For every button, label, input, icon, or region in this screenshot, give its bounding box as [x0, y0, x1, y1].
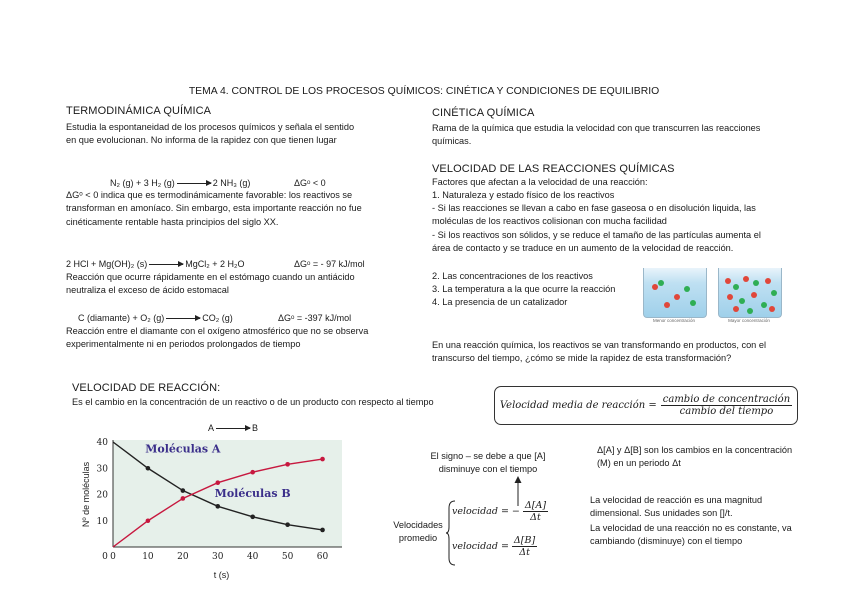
eq3-dg: ΔGᵒ = -397 kJ/mol: [278, 313, 352, 323]
velocity-b-formula: [452, 535, 537, 558]
origin-tick-label: 0: [102, 552, 108, 562]
vel-a-den: Δt: [530, 512, 541, 523]
page-title: TEMA 4. CONTROL DE LOS PROCESOS QUÍMICOS: CINÉTICA Y CONDICIONES DE EQUILIBRIO: [188, 86, 660, 97]
kinetics-question: En una reacción química, los reactivos se van transformando en productos, con el transcurso del tiempo, ¿cómo se mide la rapidez de esta transformación?: [432, 340, 766, 364]
factor-1: 1. Naturaleza y estado físico de los reactivos: [432, 190, 615, 200]
factors-intro: Factores que afectan a la velocidad de una reacción:: [432, 177, 648, 187]
equation-antacid: [66, 258, 245, 270]
data-point: [320, 528, 325, 533]
series-label-a: Moléculas A: [145, 442, 221, 456]
eq1-dg: ΔGᵒ < 0: [294, 178, 326, 188]
formula-box: [494, 386, 798, 425]
avg-label: Velocidades promedio: [393, 520, 443, 544]
eq3-text: Reacción entre el diamante con el oxígeno atmosférico que no se observa experimentalmente ni en periodos prolongados de tiempo: [66, 326, 369, 350]
data-point: [250, 470, 255, 475]
factor-3: 3. La temperatura a la que ocurre la reacción: [432, 284, 616, 294]
not-constant-note: La velocidad de una reacción no es constante, va cambiando (disminuye) con el tiempo: [590, 523, 792, 547]
eq2-text: Reacción que ocurre rápidamente en el estómago cuando un antiácido neutraliza el exceso de ácido estomacal: [66, 272, 355, 296]
data-point: [215, 504, 220, 509]
molecules-chart: [70, 432, 375, 582]
reaction-arrow-icon: [149, 264, 183, 265]
eq2-dg: ΔGᵒ = - 97 kJ/mol: [294, 259, 365, 269]
data-point: [320, 457, 325, 462]
data-point: [146, 466, 151, 471]
speed-heading: VELOCIDAD DE LAS REACCIONES QUÍMICAS: [432, 163, 675, 175]
formula-den: cambio del tiempo: [679, 406, 774, 417]
reaction-a: A: [208, 423, 215, 433]
y-tick-label: 20: [96, 490, 108, 501]
beaker-high-concentration-icon: [718, 268, 782, 318]
factor-1b: - Si los reactivos son sólidos, y se reduce el tamaño de las partículas aumenta el área de contacto y se traduce en un aumento de la velocidad de reacción.: [432, 230, 761, 254]
rate-heading: VELOCIDAD DE REACCIÓN:: [72, 382, 221, 394]
beaker2-caption: Mayor concentración: [728, 318, 770, 323]
data-point: [285, 522, 290, 527]
eq3-right: CO₂ (g): [202, 313, 233, 323]
vel-a-num: Δ[A]: [524, 500, 547, 511]
eq1-text: ΔGᵒ < 0 indica que es termodinámicamente favorable: los reactivos se transforman en amoníaco. Sin embargo, esta importante reacción no fue cinéticamente rentable hasta principios del siglo XX.: [66, 190, 362, 227]
thermo-heading: TERMODINÁMICA QUÍMICA: [66, 105, 212, 117]
x-tick-label: 10: [142, 552, 154, 562]
rate-definition: Es el cambio en la concentración de un reactivo o de un producto con respecto al tiempo: [72, 397, 434, 407]
kinetics-intro: Rama de la química que estudia la velocidad con que transcurren las reacciones químicas.: [432, 123, 761, 147]
x-tick-label: 30: [212, 552, 224, 562]
eq3-left: C (diamante) + O₂ (g): [78, 313, 165, 323]
reaction-b: B: [252, 423, 259, 433]
vel-b-den: Δt: [519, 547, 530, 558]
x-tick-label: 40: [246, 552, 259, 562]
factor-4: 4. La presencia de un catalizador: [432, 297, 568, 307]
vel-b-num: Δ[B]: [513, 535, 536, 546]
x-axis-label: t (s): [213, 570, 230, 580]
data-point: [146, 518, 151, 523]
reaction-arrow-icon: [177, 183, 211, 184]
y-tick-label: 10: [96, 516, 108, 527]
formula-lhs: Velocidad media de reacción =: [499, 400, 657, 411]
data-point: [250, 515, 255, 520]
eq2-left: 2 HCl + Mg(OH)₂ (s): [66, 259, 148, 269]
vel-b-fraction: [512, 535, 537, 558]
formula-num: cambio de concentración: [662, 394, 791, 405]
data-point: [181, 488, 186, 493]
velocity-a-formula: [452, 500, 548, 523]
reaction-arrow-icon: [216, 428, 250, 429]
equation-ammonia: [110, 177, 250, 189]
data-point: [215, 480, 220, 485]
y-tick-label: 40: [96, 438, 108, 448]
kinetics-heading: CINÉTICA QUÍMICA: [432, 107, 535, 119]
sign-note: El signo – se debe a que [A] disminuye con el tiempo: [430, 451, 546, 475]
y-axis-label: Nº de moléculas: [81, 461, 91, 528]
factor-2: 2. Las concentraciones de los reactivos: [432, 271, 593, 281]
vel-b-lhs: velocidad =: [452, 541, 509, 552]
reaction-arrow-icon: [166, 318, 200, 319]
data-point: [181, 496, 186, 501]
x-tick-label: 20: [177, 552, 189, 562]
eq2-right: MgCl₂ + 2 H₂O: [185, 259, 245, 269]
beaker-low-concentration-icon: [643, 268, 707, 318]
x-tick-label: 0: [110, 552, 116, 562]
eq1-right: 2 NH₃ (g): [212, 178, 251, 188]
x-tick-label: 50: [281, 552, 294, 562]
x-tick-label: 60: [316, 552, 329, 562]
y-tick-label: 30: [96, 464, 108, 475]
factor-1a: - Si las reacciones se llevan a cabo en fase gaseosa o en disolución liquida, las moléculas de los reactivos colisionan con mucha facilidad: [432, 203, 756, 227]
data-point: [285, 462, 290, 467]
eq1-left: N₂ (g) + 3 H₂ (g): [110, 178, 175, 188]
vel-a-lhs: velocidad = −: [452, 506, 520, 517]
series-label-b: Moléculas B: [214, 487, 291, 501]
delta-note: Δ[A] y Δ[B] son los cambios en la concentración (M) en un periodo Δt: [597, 445, 793, 469]
magnitude-note: La velocidad de reacción es una magnitud dimensional. Sus unidades son []/t.: [590, 495, 763, 519]
beaker1-caption: Menor concentración: [652, 318, 696, 323]
thermo-intro: Estudia la espontaneidad de los procesos químicos y señala el sentido en que evolucionan. No informa de la rapidez con que tienen lugar: [66, 122, 355, 146]
equation-diamond: [78, 312, 233, 324]
formula-fraction: [661, 394, 792, 417]
vel-a-fraction: [523, 500, 548, 523]
